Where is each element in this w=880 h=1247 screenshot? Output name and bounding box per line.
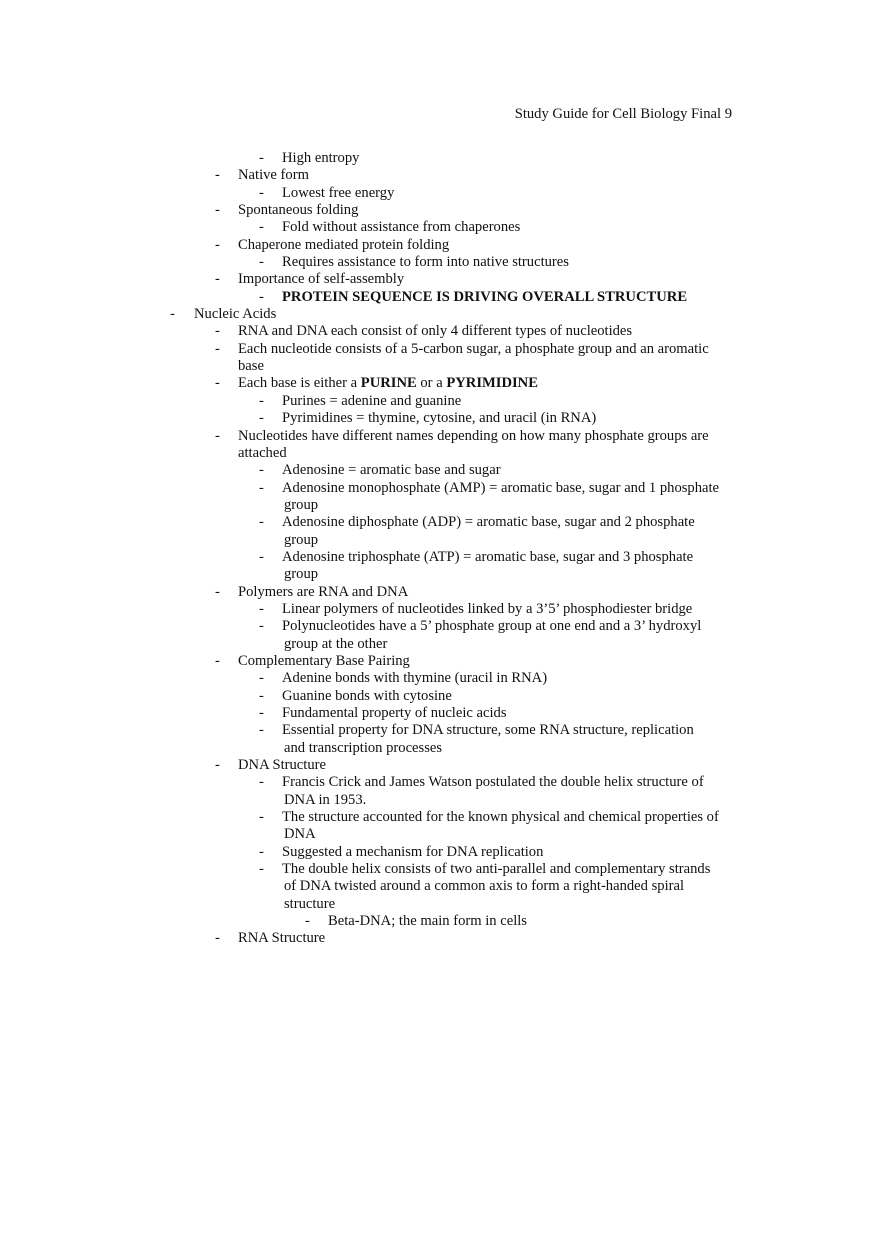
outline-item (0, 722, 880, 757)
outline-item (0, 913, 880, 930)
bullet-dash: - (259, 722, 264, 739)
outline-item (0, 202, 880, 219)
outline-item (0, 150, 880, 167)
bullet-dash: - (259, 843, 264, 860)
outline-item (0, 306, 880, 323)
item-text: Fold without assistance from chaperones (282, 219, 521, 236)
bullet-dash: - (259, 670, 264, 687)
item-text: Pyrimidines = thymine, cytosine, and uracil (in RNA) (282, 410, 597, 427)
outline-item (0, 705, 880, 722)
bullet-dash: - (215, 167, 220, 184)
bullet-dash: - (259, 479, 264, 496)
item-line: group at the other (284, 635, 388, 652)
item-line: group (284, 496, 319, 513)
bullet-dash: - (259, 184, 264, 201)
bullet-dash: - (259, 462, 264, 479)
outline-item (0, 393, 880, 410)
item-line: Polynucleotides have a 5’ phosphate group at one end and a 3’ hydroxyl (282, 618, 702, 635)
bullet-dash: - (215, 340, 220, 357)
bullet-dash: - (215, 930, 220, 947)
outline-item (0, 462, 880, 479)
outline-item (0, 219, 880, 236)
item-text: Spontaneous folding (238, 202, 359, 219)
item-line: attached (238, 444, 287, 461)
outline-item (0, 514, 880, 549)
outline-item (0, 428, 880, 463)
bullet-dash: - (215, 757, 220, 774)
outline-item (0, 653, 880, 670)
item-text (238, 375, 730, 392)
outline-item (0, 584, 880, 601)
item-text (282, 809, 732, 844)
item-text (282, 549, 732, 584)
item-line: The structure accounted for the known physical and chemical properties of (282, 809, 719, 826)
outline (0, 150, 880, 948)
outline-item (0, 549, 880, 584)
item-text: Linear polymers of nucleotides linked by a 3’5’ phosphodiester bridge (282, 600, 693, 617)
outline-item (0, 670, 880, 687)
item-text: Polymers are RNA and DNA (238, 583, 409, 600)
item-text: DNA Structure (238, 757, 326, 774)
item-text (282, 480, 732, 515)
emphasis-text: PYRIMIDINE (446, 375, 538, 392)
item-line: Adenosine diphosphate (ADP) = aromatic base, sugar and 2 phosphate (282, 514, 695, 531)
bullet-dash: - (215, 652, 220, 669)
item-text: Importance of self-assembly (238, 271, 405, 288)
item-text: RNA and DNA each consist of only 4 different types of nucleotides (238, 323, 633, 340)
outline-item (0, 289, 880, 306)
emphasis-text: PROTEIN SEQUENCE IS DRIVING OVERALL STRUCTURE (282, 288, 688, 305)
outline-item (0, 757, 880, 774)
item-text: Purines = adenine and guanine (282, 392, 462, 409)
item-text (238, 341, 730, 376)
bullet-dash: - (259, 150, 264, 166)
outline-item (0, 618, 880, 653)
item-line: Adenosine monophosphate (AMP) = aromatic base, sugar and 1 phosphate (282, 479, 720, 496)
bullet-dash: - (215, 427, 220, 444)
item-text (282, 289, 732, 306)
bullet-dash: - (215, 583, 220, 600)
bullet-dash: - (259, 774, 264, 791)
item-text: Adenine bonds with thymine (uracil in RNA) (282, 670, 548, 687)
item-text: Complementary Base Pairing (238, 652, 410, 669)
outline-item (0, 323, 880, 340)
bullet-dash: - (259, 705, 264, 721)
outline-item (0, 861, 880, 913)
outline-item (0, 930, 880, 947)
bullet-dash: - (215, 236, 220, 253)
item-text: Requires assistance to form into native structures (282, 254, 569, 271)
item-line: group (284, 566, 319, 583)
outline-item (0, 688, 880, 705)
bullet-dash: - (305, 913, 310, 930)
item-line: DNA (284, 826, 316, 843)
bullet-dash: - (259, 687, 264, 704)
item-text (282, 774, 732, 809)
bullet-dash: - (259, 514, 264, 531)
item-text: Native form (238, 167, 309, 184)
bullet-dash: - (259, 600, 264, 617)
item-line: and transcription processes (284, 739, 443, 756)
item-line: The double helix consists of two anti-parallel and complementary strands (282, 861, 711, 878)
outline-item (0, 809, 880, 844)
bullet-dash: - (259, 219, 264, 236)
item-text: Chaperone mediated protein folding (238, 236, 450, 253)
page-header: Study Guide for Cell Biology Final 9 (514, 106, 732, 122)
bullet-dash: - (215, 375, 220, 392)
item-text (282, 861, 732, 913)
bullet-dash: - (259, 809, 264, 826)
outline-item (0, 410, 880, 427)
outline-item (0, 185, 880, 202)
bullet-dash: - (259, 254, 264, 271)
item-text: Beta-DNA; the main form in cells (328, 913, 527, 930)
bullet-dash: - (259, 410, 264, 427)
bullet-dash: - (259, 548, 264, 565)
item-text: Adenosine = aromatic base and sugar (282, 462, 501, 479)
item-line: of DNA twisted around a common axis to form a right-handed spiral (284, 878, 685, 895)
outline-item (0, 254, 880, 271)
outline-item (0, 601, 880, 618)
section-heading: Nucleic Acids (194, 306, 277, 323)
item-text: Lowest free energy (282, 184, 395, 201)
item-text (282, 722, 732, 757)
item-text (282, 618, 732, 653)
outline-item (0, 844, 880, 861)
item-text (282, 514, 732, 549)
bullet-dash: - (259, 861, 264, 878)
bullet-dash: - (215, 271, 220, 288)
outline-item (0, 237, 880, 254)
emphasis-text: PURINE (360, 375, 417, 392)
bullet-dash: - (170, 306, 175, 323)
outline-item (0, 341, 880, 376)
item-line: Nucleotides have different names depending on how many phosphate groups are (238, 427, 709, 444)
item-segment: or a (416, 375, 447, 392)
item-line: Each nucleotide consists of a 5-carbon sugar, a phosphate group and an aromatic (238, 340, 709, 357)
outline-item (0, 167, 880, 184)
item-segment: Each base is either a (238, 375, 361, 392)
item-text: High entropy (282, 150, 360, 166)
bullet-dash: - (259, 392, 264, 409)
item-line: Adenosine triphosphate (ATP) = aromatic base, sugar and 3 phosphate (282, 548, 694, 565)
bullet-dash: - (215, 323, 220, 340)
outline-item (0, 271, 880, 288)
item-text: Suggested a mechanism for DNA replication (282, 843, 544, 860)
bullet-dash: - (259, 618, 264, 635)
item-line: base (238, 358, 264, 375)
item-line: group (284, 531, 319, 548)
outline-item (0, 774, 880, 809)
bullet-dash: - (215, 202, 220, 219)
item-text (238, 428, 730, 463)
item-text: Guanine bonds with cytosine (282, 687, 452, 704)
outline-item (0, 375, 880, 392)
outline-item (0, 480, 880, 515)
item-line: structure (284, 895, 336, 912)
item-text: RNA Structure (238, 930, 326, 947)
item-line: Francis Crick and James Watson postulated the double helix structure of (282, 774, 704, 791)
item-text: Fundamental property of nucleic acids (282, 705, 507, 721)
item-line: DNA in 1953. (284, 791, 367, 808)
bullet-dash: - (259, 288, 264, 305)
item-line: Essential property for DNA structure, some RNA structure, replication (282, 722, 694, 739)
